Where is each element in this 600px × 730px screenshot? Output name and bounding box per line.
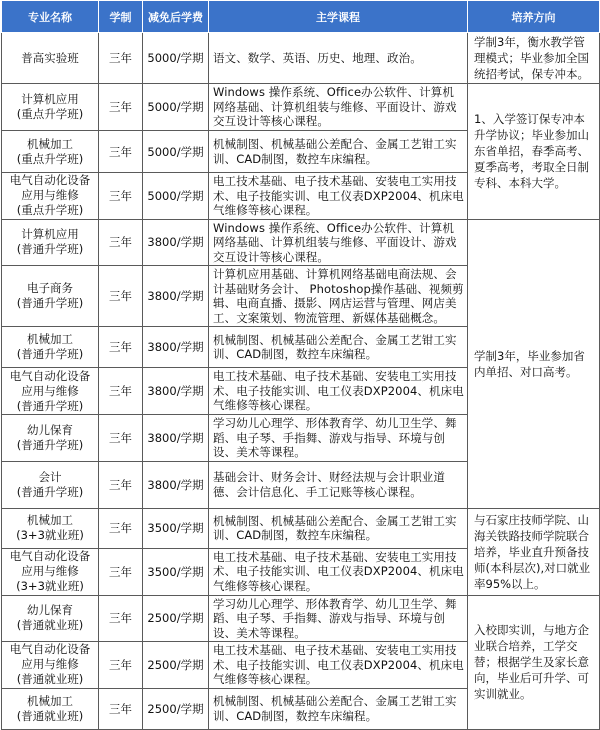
direction-cell: 1、入学签订保专冲本升学协议；毕业参加山东省单招，春季高考、夏季高考，考取全日制专科、本科大学。 [468, 84, 600, 220]
courses-cell: 电工技术基础、电子技术基础、安装电工实用技术、电子技能实训、电工仪表DXP2004、机床电气维修等核心课程。 [209, 642, 468, 689]
header-major: 专业名称 [2, 1, 99, 33]
major-cell: 机械加工 (普通就业班) [2, 688, 99, 729]
major-cell: 电气自动化设备 应用与维修 (普通就业班) [2, 642, 99, 689]
header-courses: 主学课程 [209, 1, 468, 33]
years-cell: 三年 [99, 548, 143, 595]
table-row [2, 508, 600, 548]
major-cell: 机械加工 (3+3就业班) [2, 508, 99, 548]
fee-cell: 3800/学期 [143, 219, 209, 266]
fee-cell: 3500/学期 [143, 508, 209, 548]
years-cell: 三年 [99, 173, 143, 220]
fee-cell: 3800/学期 [143, 415, 209, 462]
years-cell: 三年 [99, 461, 143, 508]
direction-cell: 与石家庄技师学院、山海关铁路技师学院联合培养，毕业直升预备技师(本科层次),对口就业率95%以上。 [468, 508, 600, 595]
table-row [2, 219, 600, 266]
fee-cell: 5000/学期 [143, 131, 209, 173]
courses-cell: 机械制图、机械基础公差配合、金属工艺钳工实训、CAD制图，数控车床编程。 [209, 327, 468, 368]
courses-cell: Windows 操作系统、Office办公软件、计算机网络基础、计算机组装与维修、平面设计、游戏交互设计等核心课程。 [209, 84, 468, 131]
courses-cell: 电工技术基础、电子技术基础、安装电工实用技术、电子技能实训、电工仪表DXP2004、机床电气维修等核心课程。 [209, 173, 468, 220]
table-row [2, 595, 600, 642]
fee-cell: 2500/学期 [143, 595, 209, 642]
courses-cell: 机械制图、机械基础公差配合、金属工艺钳工实训、CAD制图，数控车床编程。 [209, 508, 468, 548]
years-cell: 三年 [99, 131, 143, 173]
major-cell: 计算机应用 (重点升学班) [2, 84, 99, 131]
fee-cell: 5000/学期 [143, 84, 209, 131]
years-cell: 三年 [99, 642, 143, 689]
years-cell: 三年 [99, 688, 143, 729]
courses-cell: 学习幼儿心理学、形体教育学、幼儿卫生学、舞蹈、电子琴、手指舞、游戏与指导、环境与创设、美术等课程。 [209, 415, 468, 462]
fee-cell: 3500/学期 [143, 548, 209, 595]
fee-cell: 3800/学期 [143, 266, 209, 327]
direction-cell: 学制3年，衡水教学管理模式；毕业参加全国统招考试，保专冲本。 [468, 33, 600, 84]
fee-cell: 5000/学期 [143, 173, 209, 220]
major-cell: 计算机应用 (普通升学班) [2, 219, 99, 266]
courses-cell: Windows 操作系统、Office办公软件、计算机网络基础、计算机组装与维修、平面设计、游戏交互设计等核心课程。 [209, 219, 468, 266]
major-cell: 幼儿保育 (普通就业班) [2, 595, 99, 642]
major-cell: 机械加工 (重点升学班) [2, 131, 99, 173]
fee-cell: 2500/学期 [143, 642, 209, 689]
header-fee: 减免后学费 [143, 1, 209, 33]
courses-cell: 计算机应用基础、计算机网络基础电商法规、会计基础财务会计、 Photoshop操作基础、视频剪辑、电商直播、摄影、网店运营与管理、网店美工、文案策划、物流管理、新媒体基础概念。 [209, 266, 468, 327]
header-years: 学制 [99, 1, 143, 33]
direction-cell: 学制3年，毕业参加省内单招、对口高考。 [468, 219, 600, 508]
fee-cell: 3800/学期 [143, 368, 209, 415]
courses-cell: 语文、数学、英语、历史、地理、政治。 [209, 33, 468, 84]
major-cell: 普高实验班 [2, 33, 99, 84]
table-row [2, 84, 600, 131]
years-cell: 三年 [99, 368, 143, 415]
program-table [1, 0, 600, 730]
major-cell: 幼儿保育 (普通升学班) [2, 415, 99, 462]
years-cell: 三年 [99, 508, 143, 548]
courses-cell: 电工技术基础、电子技术基础、安装电工实用技术、电子技能实训、电工仪表DXP2004、机床电气维修等核心课程。 [209, 368, 468, 415]
years-cell: 三年 [99, 595, 143, 642]
table-row [2, 33, 600, 84]
header-direction: 培养方向 [468, 1, 600, 33]
fee-cell: 3800/学期 [143, 327, 209, 368]
major-cell: 会计 (普通升学班) [2, 461, 99, 508]
major-cell: 机械加工 (普通升学班) [2, 327, 99, 368]
direction-cell: 入校即实训，与地方企业联合培养，工学交替；根据学生及家长意向，毕业后可升学、可实训就业。 [468, 595, 600, 729]
courses-cell: 电工技术基础、电子技术基础、安装电工实用技术、电子技能实训、电工仪表DXP2004、机床电气维修等核心课程。 [209, 548, 468, 595]
years-cell: 三年 [99, 33, 143, 84]
table-header-row [2, 1, 600, 33]
major-cell: 电气自动化设备 应用与维修 (3+3就业班) [2, 548, 99, 595]
years-cell: 三年 [99, 219, 143, 266]
years-cell: 三年 [99, 415, 143, 462]
years-cell: 三年 [99, 327, 143, 368]
major-cell: 电子商务 (普通升学班) [2, 266, 99, 327]
fee-cell: 5000/学期 [143, 33, 209, 84]
courses-cell: 学习幼儿心理学、形体教育学、幼儿卫生学、舞蹈、电子琴、手指舞、游戏与指导、环境与创设、美术等课程。 [209, 595, 468, 642]
courses-cell: 机械制图、机械基础公差配合、金属工艺钳工实训、CAD制图，数控车床编程。 [209, 688, 468, 729]
courses-cell: 基础会计、财务会计、财经法规与会计职业道德、会计信息化、手工记账等核心课程。 [209, 461, 468, 508]
major-cell: 电气自动化设备 应用与维修 (重点升学班) [2, 173, 99, 220]
courses-cell: 机械制图、机械基础公差配合、金属工艺钳工实训、CAD制图，数控车床编程。 [209, 131, 468, 173]
years-cell: 三年 [99, 266, 143, 327]
fee-cell: 3800/学期 [143, 461, 209, 508]
major-cell: 电气自动化设备 应用与维修 (普通升学班) [2, 368, 99, 415]
fee-cell: 2500/学期 [143, 688, 209, 729]
years-cell: 三年 [99, 84, 143, 131]
